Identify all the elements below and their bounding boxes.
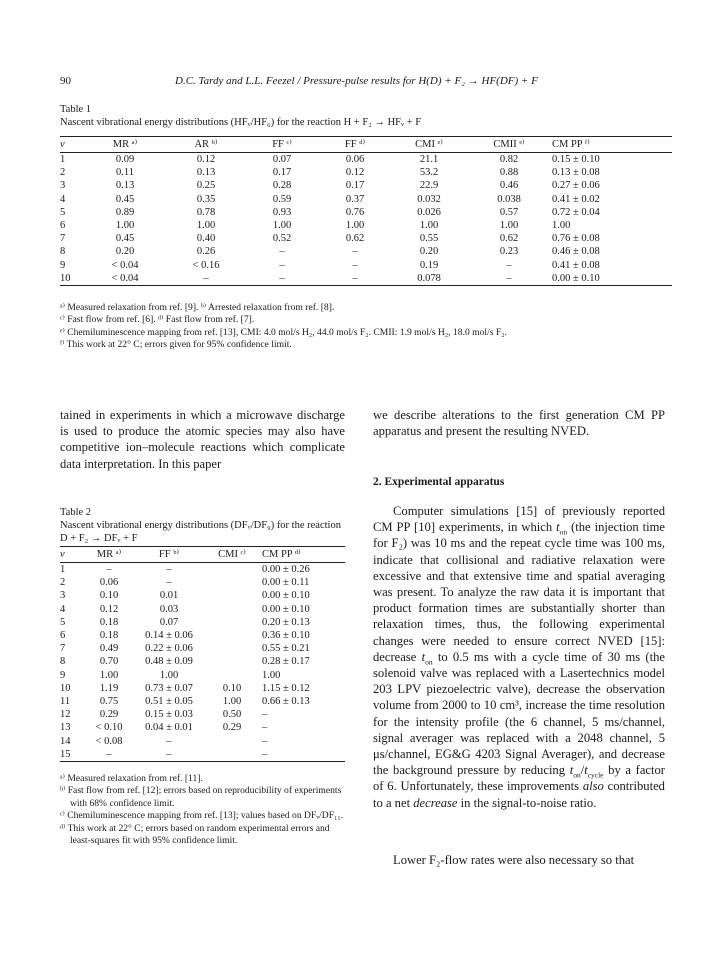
table-cell: 0.66 ± 0.13 <box>262 696 310 708</box>
table-cell <box>202 642 262 655</box>
column-header: MR ᵃ⁾ <box>82 547 136 563</box>
table-cell: 1.00 <box>115 220 135 232</box>
table-cell: 1 <box>60 564 66 575</box>
table-cell: 22.9 <box>419 180 439 192</box>
table-cell: – <box>262 748 345 762</box>
table-cell: 0.88 <box>499 167 519 179</box>
table-cell: 0.00 ± 0.11 <box>262 577 310 589</box>
table-cell <box>202 629 262 642</box>
table-cell: 0.00 ± 0.10 <box>262 603 310 615</box>
table-cell: 1.00 <box>272 220 292 232</box>
section-paragraph-1: Computer simulations [15] of previously reported CM PP [10] experiments, in which $t_{on}$ (the injection time for F₂) was 10 ms and the repeat cycle time was 100 ms, indicate that collisional and radiative relaxation were excessive and that extensive time and spatial averaging was present. To analyze the raw data it is important that product formation times are substantially shorter than relaxation times, thus, the following experimental changes were needed to ensure correct NVED [15]: decrease $t_{on}$ to 0.5 ms with a cycle time of 30 ms (the solenoid valve was replaced with a Lasertechnics model 203 LPV piezoelectric valve), decrease the observation volume from 2000 to 10 cm³, increase the time resolution for the intensity profile (the 6 channel, 5 ms/channel, signal averager was replaced with a 2048 channel, 5 μs/channel, EG&G 4203 Signal Averager), and decrease the background pressure by reducing $t_{on}/t_{cycle}$ by a factor of 6. Unfortunately, these improvements also contributed to a net decrease in the signal-to-noise ratio. <box>373 504 665 810</box>
table-cell: 1.00 <box>262 669 281 681</box>
table-cell: – <box>466 272 552 286</box>
table-cell <box>202 589 262 602</box>
table-cell: 5 <box>60 206 66 218</box>
table-cell: 0.12 <box>196 154 216 165</box>
table-row <box>60 219 672 232</box>
table-cell <box>202 748 262 762</box>
table-cell: 9 <box>60 669 66 681</box>
table-cell: 4 <box>60 603 66 615</box>
table-cell: 2 <box>60 577 66 589</box>
table-cell: 0.45 <box>115 233 135 245</box>
table-cell: 3 <box>60 180 66 192</box>
table1 <box>60 136 672 286</box>
table-row <box>60 206 672 219</box>
column-header: CMII ᵉ⁾ <box>466 137 552 153</box>
section-heading: 2. Experimental apparatus <box>373 476 505 488</box>
table-cell: 0.18 <box>99 630 119 642</box>
table-cell: – <box>352 246 358 258</box>
table-row <box>60 655 345 668</box>
table-cell: – <box>136 748 202 762</box>
table-row <box>60 708 345 721</box>
table-cell: 0.18 <box>99 616 119 628</box>
table-cell: – <box>246 272 318 286</box>
table-cell: 0.55 <box>419 233 439 245</box>
footnote: ᶠ⁾ This work at 22° C; errors given for 95% confidence limit. <box>60 339 292 351</box>
table-cell: 0.10 <box>99 590 119 602</box>
column-header: FF ᵈ⁾ <box>318 137 392 153</box>
table-cell: 1.00 <box>499 220 519 232</box>
table-cell: – <box>279 246 285 258</box>
table-cell: 0.13 ± 0.08 <box>552 167 600 179</box>
table-row <box>60 695 345 708</box>
table-cell: 0.15 ± 0.03 <box>145 709 193 721</box>
table-cell: 0.57 <box>499 206 519 218</box>
column-header: v <box>60 137 84 153</box>
table-cell: 0.29 <box>222 722 242 734</box>
table-cell: 0.20 ± 0.13 <box>262 616 310 628</box>
table-row <box>60 576 345 589</box>
table-row <box>60 232 672 245</box>
table-cell: 6 <box>60 630 66 642</box>
column-header: CM PP ᵈ⁾ <box>262 547 345 563</box>
table-cell: 0.22 ± 0.06 <box>145 643 193 655</box>
table-cell: 0.82 <box>499 154 519 165</box>
table-cell: – <box>318 272 392 286</box>
table-cell: 0.026 <box>417 206 441 218</box>
column-header: FF ᵇ⁾ <box>136 547 202 563</box>
table-cell: 0.10 <box>222 682 242 694</box>
table-cell: 8 <box>60 246 66 258</box>
table-row <box>60 735 345 748</box>
table-cell: 0.13 <box>196 167 216 179</box>
table-cell: 9 <box>60 259 66 271</box>
table-row <box>60 748 345 762</box>
table-row <box>60 179 672 192</box>
table-cell: 8 <box>60 656 66 668</box>
table-cell: 0.27 ± 0.06 <box>552 180 600 192</box>
table-cell: – <box>279 259 285 271</box>
table-cell: 0.70 <box>99 656 119 668</box>
footnote: ᵈ⁾ This work at 22° C; errors based on random experimental errors and least-squares fit with 95% confidence limit. <box>60 822 330 847</box>
table-cell: 0.76 <box>345 206 365 218</box>
table-cell: 1 <box>60 154 66 165</box>
table-cell: 0.40 <box>196 233 216 245</box>
table-cell: 0.09 <box>115 154 135 165</box>
table-cell: 7 <box>60 233 66 245</box>
table-cell: 0.25 <box>196 180 216 192</box>
page-number: 90 <box>60 75 71 87</box>
table-cell: 0.62 <box>345 233 365 245</box>
table1-label: Table 1 <box>60 104 92 115</box>
table-row <box>60 629 345 642</box>
table-cell: 1.00 <box>159 669 179 681</box>
table-cell: 1.00 <box>99 669 119 681</box>
table-cell: 0.20 <box>419 246 439 258</box>
table-row <box>60 272 672 286</box>
right-intro-paragraph: we describe alterations to the first generation CM PP apparatus and present the resulting NVED. <box>373 408 665 439</box>
table-cell: 0.00 ± 0.10 <box>552 272 672 286</box>
table-cell: 0.20 <box>115 246 135 258</box>
table-cell <box>202 616 262 629</box>
table-row <box>60 153 672 167</box>
table1-footnotes <box>60 302 672 352</box>
table-cell: 0.23 <box>499 246 519 258</box>
table-cell: 0.07 <box>159 616 179 628</box>
table-row <box>60 563 345 577</box>
table-cell: 0.41 ± 0.02 <box>552 193 600 205</box>
table-cell <box>202 735 262 748</box>
footnote: ᵃ⁾ Measured relaxation from ref. [11]. <box>60 773 203 784</box>
table2-caption: Nascent vibrational energy distributions (DFᵥ/DF₉) for the reaction D + F₂ → DFᵥ + F <box>60 520 341 544</box>
table-cell: 0.14 ± 0.06 <box>145 630 193 642</box>
column-header: CMI ᶜ⁾ <box>202 547 262 563</box>
table-cell: 0.51 ± 0.05 <box>145 696 193 708</box>
table-cell <box>202 563 262 577</box>
table-cell: 1.00 <box>222 696 242 708</box>
table-cell: 0.75 <box>99 696 119 708</box>
table-cell: 0.41 ± 0.08 <box>552 259 600 271</box>
table-cell: 0.12 <box>345 167 365 179</box>
table-cell: 0.15 ± 0.10 <box>552 154 600 165</box>
table-cell: 0.00 ± 0.10 <box>262 590 310 602</box>
table-cell: 0.59 <box>272 193 292 205</box>
table-cell: 0.35 <box>196 193 216 205</box>
column-header: MR ᵃ⁾ <box>84 137 166 153</box>
table-cell: 0.76 ± 0.08 <box>552 233 600 245</box>
table2-label: Table 2 <box>60 507 92 518</box>
table-cell: – <box>166 564 172 575</box>
table-cell: – <box>82 748 136 762</box>
table-cell: 0.03 <box>159 603 179 615</box>
table-cell: 0.55 ± 0.21 <box>262 643 310 655</box>
table-cell: 0.12 <box>99 603 119 615</box>
table-cell: 11 <box>60 696 71 708</box>
table-cell: 0.00 ± 0.26 <box>262 564 310 575</box>
table-cell <box>202 669 262 682</box>
table-cell: 0.78 <box>196 206 216 218</box>
table-cell: 13 <box>60 722 71 734</box>
table-cell: 15 <box>60 748 82 762</box>
table-cell: 0.93 <box>272 206 292 218</box>
table-cell: 2 <box>60 167 66 179</box>
table-cell: 0.06 <box>99 577 119 589</box>
table-cell: 0.26 <box>196 246 216 258</box>
table-cell: 12 <box>60 709 71 721</box>
table-cell: 0.28 <box>272 180 292 192</box>
table-cell: 0.36 ± 0.10 <box>262 630 310 642</box>
table-cell: 0.37 <box>345 193 365 205</box>
table-cell: 0.45 <box>115 193 135 205</box>
table1-caption: Nascent vibrational energy distributions (HFᵥ/HF₆) for the reaction H + F₂ → HFᵥ + F <box>60 117 422 128</box>
table-cell: 0.89 <box>115 206 135 218</box>
footnote: ᶜ⁾ Chemiluminescence mapping from ref. [13]; values based on DFᵥ/DF₁₁. <box>60 810 344 822</box>
table-cell: – <box>166 272 246 286</box>
table-cell: 0.01 <box>159 590 179 602</box>
table2 <box>60 546 345 762</box>
table-cell: 1.15 ± 0.12 <box>262 682 310 694</box>
table-cell: 1.00 <box>552 220 571 232</box>
table-cell: 7 <box>60 643 66 655</box>
column-header: AR ᵇ⁾ <box>166 137 246 153</box>
table-cell: 0.28 ± 0.17 <box>262 656 310 668</box>
section-paragraph-2: Lower F₂-flow rates were also necessary so that <box>393 853 635 867</box>
column-header: CM PP ᶠ⁾ <box>552 137 672 153</box>
table-cell: 0.49 <box>99 643 119 655</box>
table-cell: – <box>166 735 172 747</box>
table-cell: – <box>166 577 172 589</box>
table-row <box>60 616 345 629</box>
table-cell: 0.07 <box>272 154 292 165</box>
table-cell: 0.19 <box>419 259 439 271</box>
table-cell: 0.078 <box>392 272 466 286</box>
table-cell: 6 <box>60 220 66 232</box>
table-cell: 0.50 <box>222 709 242 721</box>
table-cell: 0.038 <box>497 193 521 205</box>
table-cell: 0.72 ± 0.04 <box>552 206 600 218</box>
table-cell: 0.48 ± 0.09 <box>145 656 193 668</box>
table-cell: 0.52 <box>272 233 292 245</box>
table-row <box>60 193 672 206</box>
table-cell: 0.06 <box>345 154 365 165</box>
table-cell: 1.00 <box>345 220 365 232</box>
table-cell <box>202 603 262 616</box>
table-row <box>60 669 345 682</box>
table-cell: – <box>506 259 512 271</box>
table-row <box>60 603 345 616</box>
footnote: ᶜ⁾ Fast flow from ref. [6]. ᵈ⁾ Fast flow from ref. [7]. <box>60 314 255 326</box>
footnote: ᵇ⁾ Fast flow from ref. [12]; errors based on reproducibility of experiments with 68% confidence limit. <box>60 785 342 809</box>
running-title: D.C. Tardy and L.L. Feezel / Pressure-pulse results for H(D) + F₂ → HF(DF) + F <box>175 75 538 87</box>
table-cell: < 0.04 <box>111 259 139 271</box>
table-cell: 0.13 <box>115 180 135 192</box>
table-row <box>60 682 345 695</box>
table-cell: 0.17 <box>272 167 292 179</box>
table-cell: 1.00 <box>196 220 216 232</box>
table-cell: 5 <box>60 616 66 628</box>
table-cell: 53.2 <box>419 167 439 179</box>
footnote: ᵃ⁾ Measured relaxation from ref. [9]. ᵇ⁾ Arrested relaxation from ref. [8]. <box>60 302 335 313</box>
table-cell: – <box>352 259 358 271</box>
table-cell: < 0.08 <box>95 735 123 747</box>
table-cell: 0.17 <box>345 180 365 192</box>
table-row <box>60 642 345 655</box>
table-cell: – <box>106 564 112 575</box>
table-cell <box>202 655 262 668</box>
table-cell: 0.11 <box>116 167 134 179</box>
table-row <box>60 259 672 272</box>
table-row <box>60 245 672 258</box>
table-cell: 1.19 <box>99 682 119 694</box>
table-cell: < 0.04 <box>84 272 166 286</box>
table-cell: 14 <box>60 735 71 747</box>
table-cell: 0.032 <box>417 193 441 205</box>
table-cell: 0.73 ± 0.07 <box>145 682 193 694</box>
left-paragraph: tained in experiments in which a microwave discharge is used to produce the atomic species may also have competitive ion–molecule reactions which complicate data interpretation. In this paper <box>60 408 345 471</box>
table-cell: 0.46 <box>499 180 519 192</box>
table-cell <box>202 576 262 589</box>
table-cell: < 0.16 <box>192 259 220 271</box>
table-cell: 0.04 ± 0.01 <box>145 722 193 734</box>
table-cell: – <box>262 735 268 747</box>
table-cell: < 0.10 <box>95 722 123 734</box>
table-row <box>60 589 345 602</box>
table-row <box>60 721 345 734</box>
table-cell: 4 <box>60 193 66 205</box>
table-cell: – <box>262 722 268 734</box>
table-cell: 1.00 <box>419 220 439 232</box>
table2-footnotes <box>60 773 345 847</box>
table-cell: 0.46 ± 0.08 <box>552 246 600 258</box>
table-cell: 21.1 <box>419 154 439 165</box>
table-cell: 3 <box>60 590 66 602</box>
column-header: v <box>60 547 82 563</box>
footnote: ᵉ⁾ Chemiluminescence mapping from ref. [13], CMI: 4.0 mol/s H₂, 44.0 mol/s F₂. CMII: 1.9 mol/s H₂, 18.0 mol/s F₂. <box>60 326 507 338</box>
table-row <box>60 166 672 179</box>
column-header: CMI ᵉ⁾ <box>392 137 466 153</box>
table-cell: 0.62 <box>499 233 519 245</box>
table-cell: 10 <box>60 272 84 286</box>
table-cell: 0.29 <box>99 709 119 721</box>
table-cell: – <box>262 709 268 721</box>
table-cell: 10 <box>60 682 71 694</box>
column-header: FF ᶜ⁾ <box>246 137 318 153</box>
